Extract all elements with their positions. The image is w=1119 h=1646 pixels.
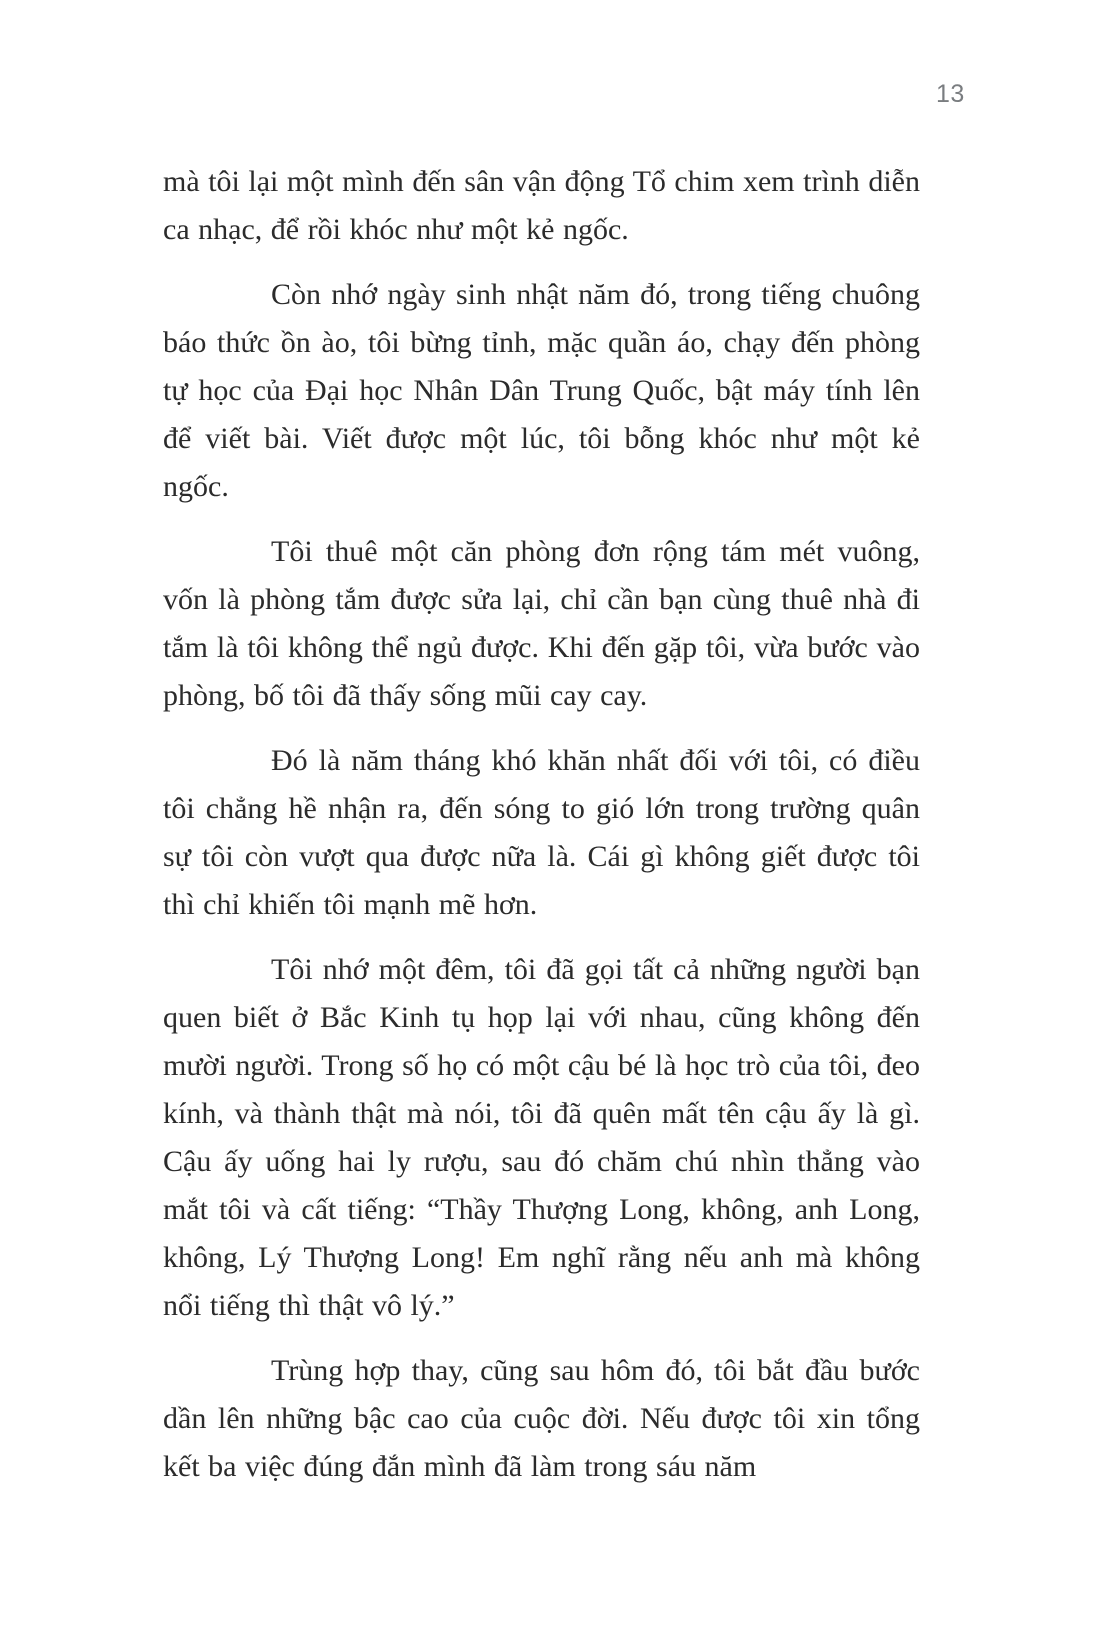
paragraph: Đó là năm tháng khó khăn nhất đối với tôi, có điều tôi chẳng hề nhận ra, đến sóng to gió lớn trong trường quân sự tôi còn vượt qua được nữa là. Cái gì không giết được tôi thì chỉ khiến tôi mạnh mẽ hơn.: [163, 744, 920, 921]
paragraph: Trùng hợp thay, cũng sau hôm đó, tôi bắt đầu bước dần lên những bậc cao của cuộc đời. Nếu được tôi xin tổng kết ba việc đúng đắn mình đã làm trong sáu năm: [163, 1354, 920, 1483]
paragraph: Tôi thuê một căn phòng đơn rộng tám mét vuông, vốn là phòng tắm được sửa lại, chỉ cần bạn cùng thuê nhà đi tắm là tôi không thể ngủ được. Khi đến gặp tôi, vừa bước vào phòng, bố tôi đã thấy sống mũi cay cay.: [163, 535, 920, 712]
page-number: 13: [936, 80, 965, 108]
paragraph: mà tôi lại một mình đến sân vận động Tổ chim xem trình diễn ca nhạc, để rồi khóc như một kẻ ngốc.: [163, 165, 920, 246]
paragraph: Còn nhớ ngày sinh nhật năm đó, trong tiếng chuông báo thức ồn ào, tôi bừng tỉnh, mặc quần áo, chạy đến phòng tự học của Đại học Nhân Dân Trung Quốc, bật máy tính lên để viết bài. Viết được một lúc, tôi bỗng khóc như một kẻ ngốc.: [163, 278, 920, 503]
text-block: [163, 158, 920, 1508]
paragraph: Tôi nhớ một đêm, tôi đã gọi tất cả những người bạn quen biết ở Bắc Kinh tụ họp lại với nhau, cũng không đến mười người. Trong số họ có một cậu bé là học trò của tôi, đeo kính, và thành thật mà nói, tôi đã quên mất tên cậu ấy là gì. Cậu ấy uống hai ly rượu, sau đó chăm chú nhìn thẳng vào mắt tôi và cất tiếng: “Thầy Thượng Long, không, anh Long, không, Lý Thượng Long! Em nghĩ rằng nếu anh mà không nổi tiếng thì thật vô lý.”: [163, 953, 920, 1322]
